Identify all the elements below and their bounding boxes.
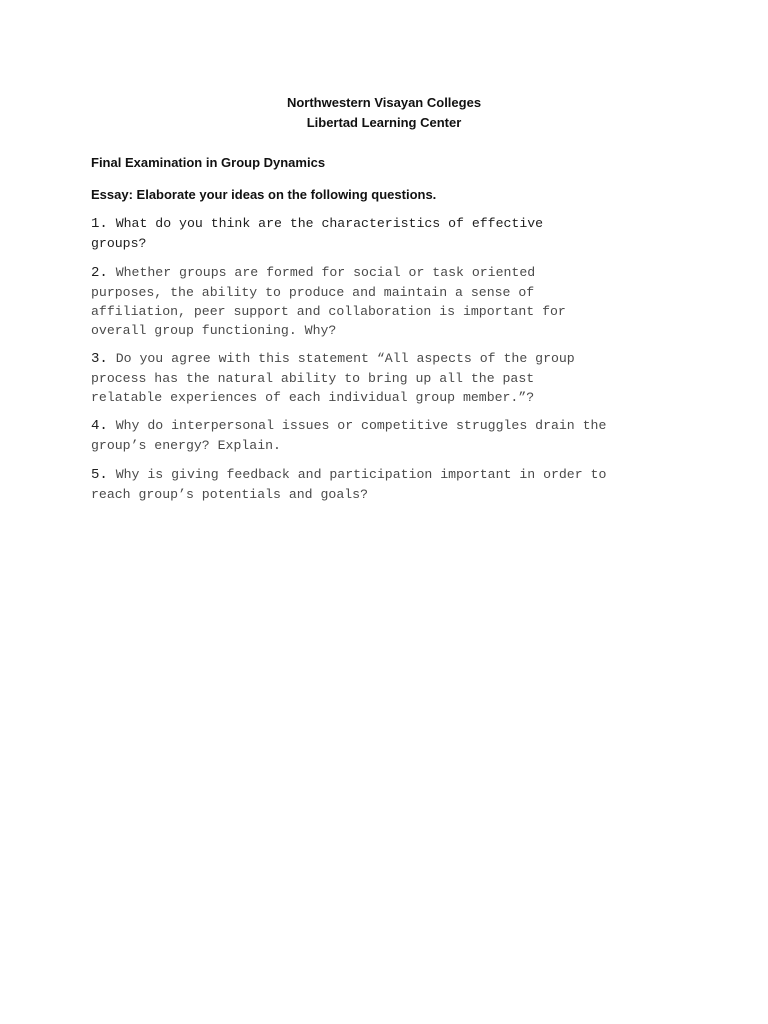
question-number: 3. — [91, 351, 108, 367]
question-3 — [91, 349, 691, 407]
learning-center-name: Libertad Learning Center — [306, 115, 462, 130]
institution-name: Northwestern Visayan Colleges — [286, 95, 482, 110]
question-4 — [91, 416, 691, 455]
question-number: 4. — [91, 418, 108, 434]
question-5 — [91, 465, 691, 504]
question-2 — [91, 263, 691, 340]
question-text: Do you agree with this statement “All aspects of the group process has the natural ability to bring up all the past relatable experiences of each individual group member.”? — [91, 351, 575, 405]
exam-title: Final Examination in Group Dynamics — [91, 155, 326, 170]
question-1 — [91, 214, 691, 253]
question-text: Why do interpersonal issues or competitive struggles drain the group’s energy? Explain. — [91, 418, 607, 453]
question-text: What do you think are the characteristics of effective groups? — [91, 216, 544, 251]
essay-instruction: Essay: Elaborate your ideas on the following questions. — [91, 187, 437, 202]
question-number: 2. — [91, 265, 108, 281]
question-number: 5. — [91, 467, 108, 483]
question-text: Whether groups are formed for social or task oriented purposes, the ability to produce and maintain a sense of affiliation, peer support and collaboration is important for overall group functioning. Why? — [91, 265, 566, 338]
question-number: 1. — [91, 216, 108, 232]
question-text: Why is giving feedback and participation important in order to reach group’s potentials and goals? — [91, 467, 607, 502]
